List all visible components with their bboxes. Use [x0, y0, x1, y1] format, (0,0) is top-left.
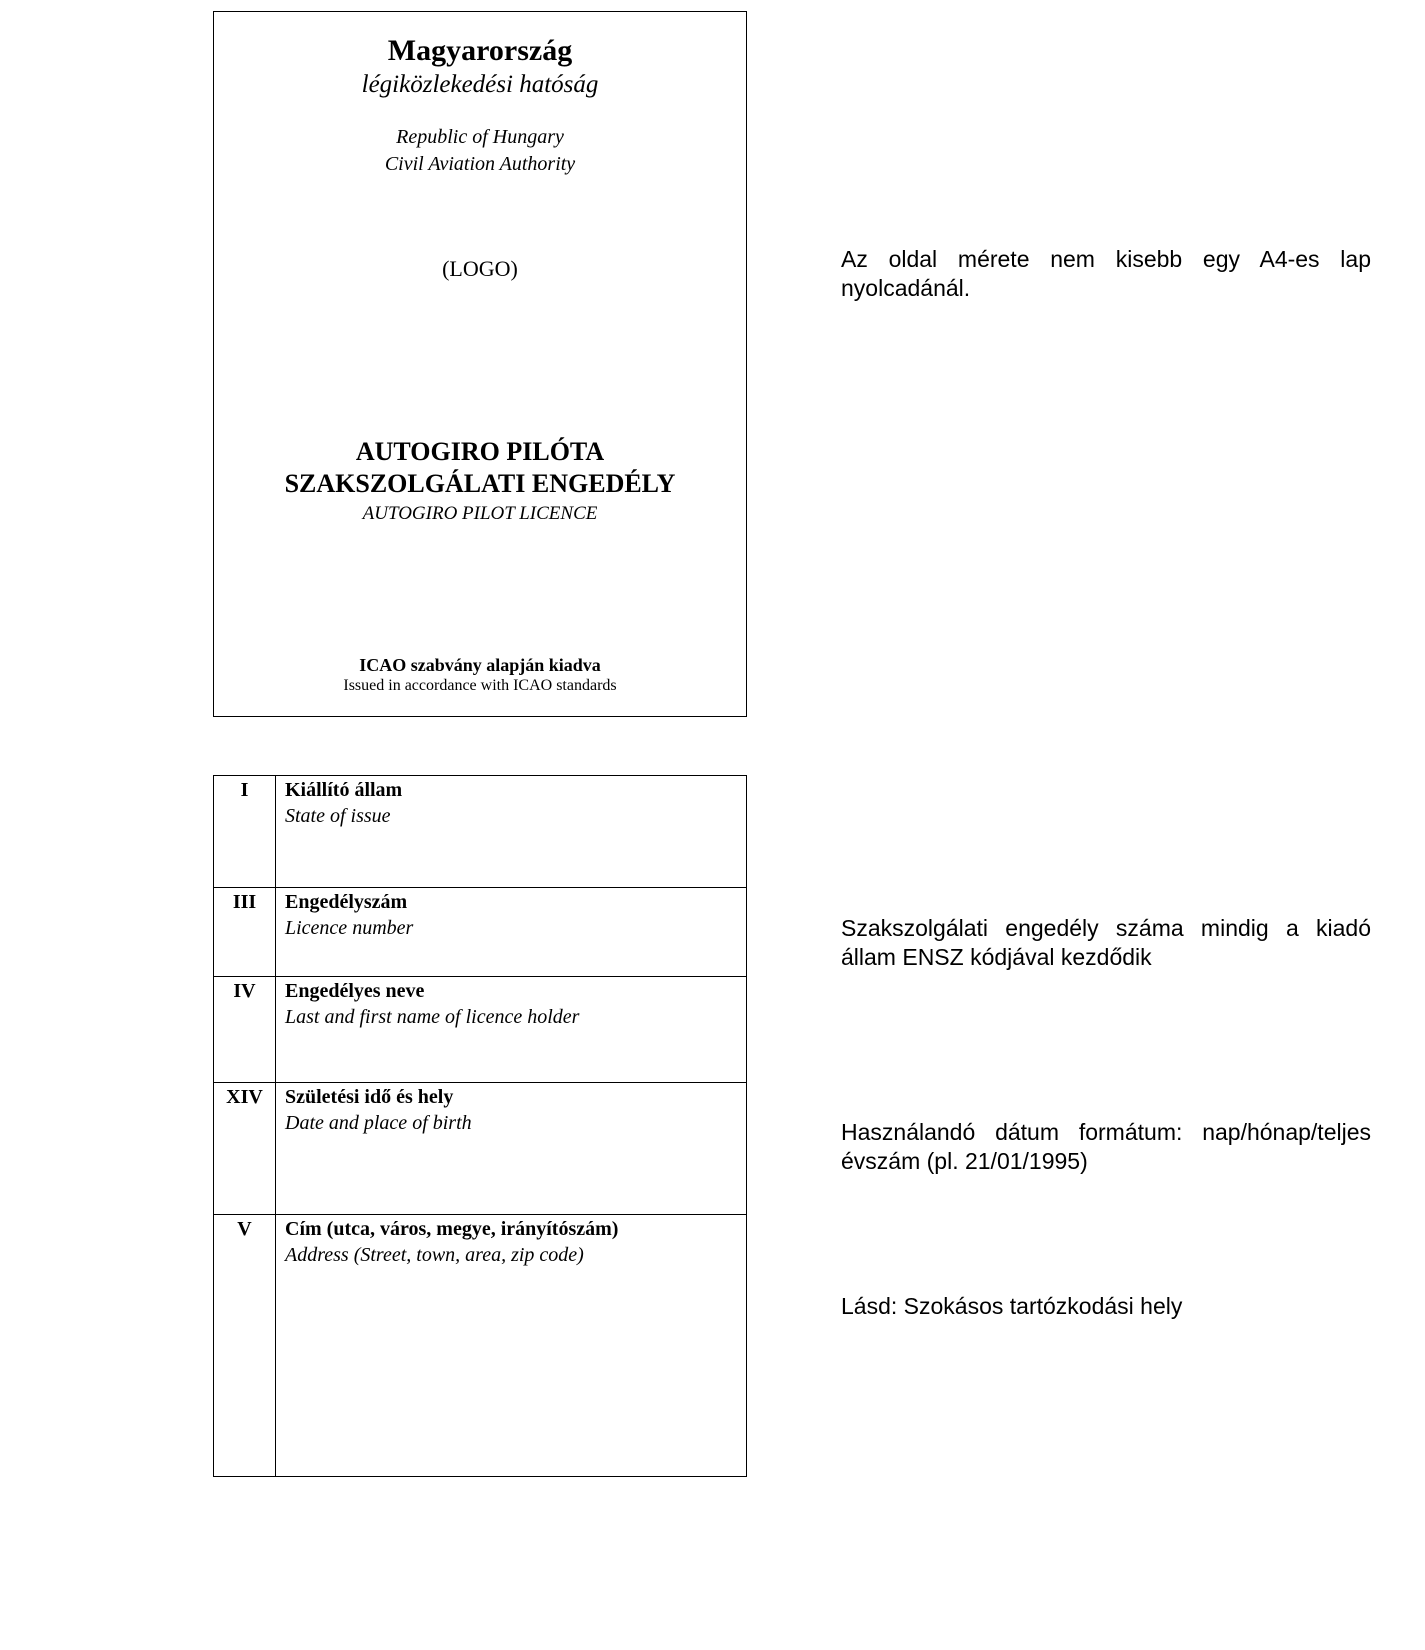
field-label-hu: Kiállító állam: [285, 779, 403, 801]
field-number: IV: [214, 977, 276, 1083]
field-number: III: [214, 888, 276, 977]
field-description: [276, 1083, 747, 1215]
field-row-licence-number: [214, 888, 747, 977]
cover-logo-placeholder: (LOGO): [442, 256, 518, 281]
licence-fields-table: [213, 775, 747, 1477]
cover-title-en: AUTOGIRO PILOT LICENCE: [362, 503, 598, 524]
field-label-en: Licence number: [285, 917, 414, 939]
field-row-state-of-issue: [214, 776, 747, 888]
note-licence-number: Szakszolgálati engedély száma mindig a kiadó állam ENSZ kódjával kezdődik: [841, 915, 1371, 970]
field-description: [276, 1215, 747, 1477]
field-label-en: Last and first name of licence holder: [285, 1006, 580, 1028]
field-label-en: Address (Street, town, area, zip code): [285, 1244, 584, 1266]
field-label-hu: Engedélyszám: [285, 891, 408, 913]
cover-authority-en: Civil Aviation Authority: [384, 153, 576, 175]
field-label-en: State of issue: [285, 805, 391, 827]
field-number: I: [214, 776, 276, 888]
field-description: [276, 888, 747, 977]
field-label-en: Date and place of birth: [285, 1112, 472, 1134]
cover-icao-hu: ICAO szabvány alapján kiadva: [359, 655, 601, 675]
field-description: [276, 977, 747, 1083]
cover-republic-en: Republic of Hungary: [396, 126, 564, 148]
field-row-holder-name: [214, 977, 747, 1083]
cover-authority-hu: légiközlekedési hatóság: [361, 71, 599, 98]
cover-title-line1: AUTOGIRO PILÓTA: [355, 437, 605, 466]
field-description: [276, 776, 747, 888]
cover-country: Magyarország: [387, 34, 573, 67]
licence-cover: [213, 11, 747, 717]
field-label-hu: Születési idő és hely: [285, 1086, 454, 1108]
cover-icao-en: Issued in accordance with ICAO standards: [343, 677, 617, 694]
note-date-format: Használandó dátum formátum: nap/hónap/teljes évszám (pl. 21/01/1995): [841, 1119, 1371, 1174]
field-row-address: [214, 1215, 747, 1477]
field-label-hu: Cím (utca, város, megye, irányítószám): [285, 1218, 619, 1240]
field-number: V: [214, 1215, 276, 1477]
cover-title-line2: SZAKSZOLGÁLATI ENGEDÉLY: [284, 469, 676, 498]
field-row-birth: [214, 1083, 747, 1215]
field-number: XIV: [214, 1083, 276, 1215]
note-page-size: Az oldal mérete nem kisebb egy A4-es lap nyolcadánál.: [841, 246, 1371, 301]
field-label-hu: Engedélyes neve: [285, 980, 425, 1002]
note-address: Lásd: Szokásos tartózkodási hely: [841, 1293, 1183, 1319]
